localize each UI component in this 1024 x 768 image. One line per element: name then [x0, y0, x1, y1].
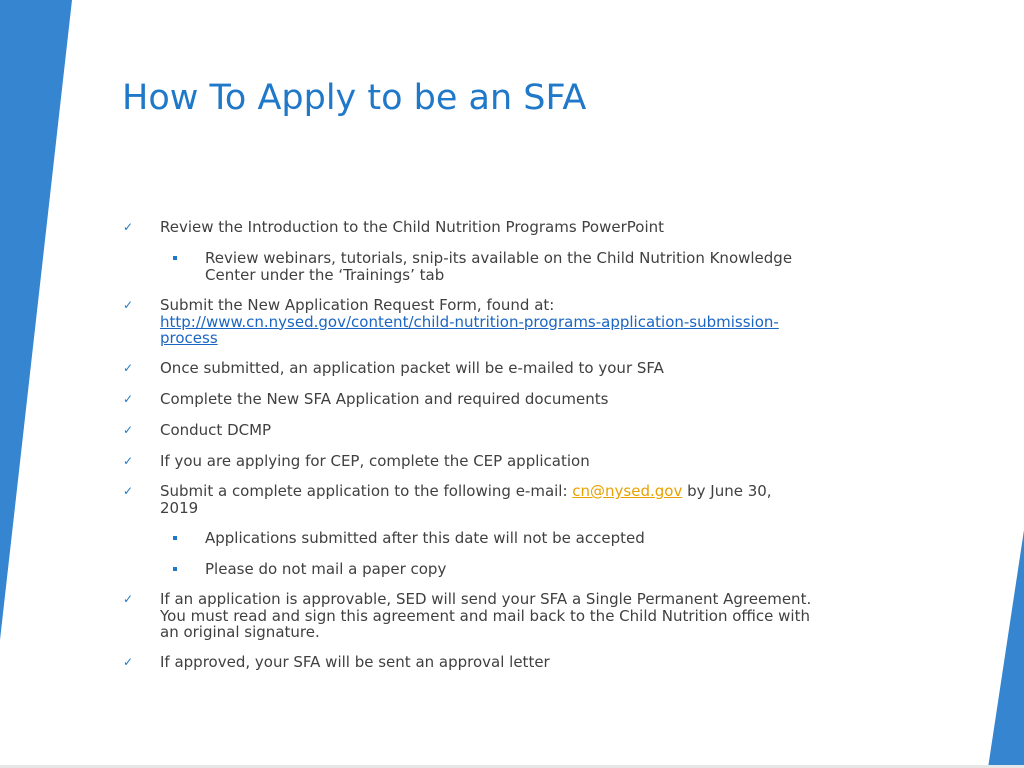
check-icon: ✓: [123, 655, 134, 669]
list-item-text: Submit a complete application to the following e-mail:: [160, 482, 573, 500]
list-item-text: Once submitted, an application packet will be e-mailed to your SFA: [160, 359, 664, 377]
list-item: [160, 219, 825, 236]
list-item-text: Please do not mail a paper copy: [205, 560, 447, 578]
list-item-text: If an application is approvable, SED will send your SFA a Single Permanent Agreement. You must read and sign this agreement and mail back to the Child Nutrition office with an original signature.: [160, 590, 812, 641]
square-bullet-icon: [173, 567, 177, 571]
list-item-text: Review webinars, tutorials, snip-its available on the Child Nutrition Knowledge Center under the ‘Trainings’ tab: [205, 249, 793, 284]
list-item: [205, 530, 825, 547]
check-icon: ✓: [123, 220, 134, 234]
list-item: [160, 654, 825, 671]
list-item-text: If approved, your SFA will be sent an approval letter: [160, 653, 550, 671]
check-icon: ✓: [123, 592, 134, 606]
square-bullet-icon: [173, 536, 177, 540]
list-item: [160, 483, 800, 516]
list-item-text: by June 30, 2019: [160, 482, 772, 517]
check-icon: ✓: [123, 298, 134, 312]
check-icon: ✓: [123, 392, 134, 406]
email-link[interactable]: cn@nysed.gov: [572, 482, 683, 500]
list-item: [160, 453, 825, 470]
check-icon: ✓: [123, 423, 134, 437]
application-submission-link[interactable]: http://www.cn.nysed.gov/content/child-nutrition-programs-application-submission-process: [160, 312, 779, 347]
list-item: [160, 297, 825, 347]
list-item-text: Complete the New SFA Application and required documents: [160, 390, 609, 408]
check-icon: ✓: [123, 454, 134, 468]
list-item-text: If you are applying for CEP, complete the CEP application: [160, 452, 590, 470]
list-item-text: Applications submitted after this date will not be accepted: [205, 529, 645, 547]
list-item: [205, 250, 825, 283]
square-bullet-icon: [173, 256, 177, 260]
list-item: [160, 422, 825, 439]
list-item-text: Submit the New Application Request Form, found at:: [160, 296, 555, 314]
check-icon: ✓: [123, 484, 134, 498]
list-item: [205, 561, 825, 578]
list-item: [160, 391, 825, 408]
list-item: [160, 360, 825, 377]
list-item-text: Review the Introduction to the Child Nutrition Programs PowerPoint: [160, 218, 665, 236]
check-icon: ✓: [123, 361, 134, 375]
slide-title: How To Apply to be an SFA: [122, 78, 587, 118]
list-item: [160, 591, 825, 641]
list-item-text: Conduct DCMP: [160, 421, 272, 439]
